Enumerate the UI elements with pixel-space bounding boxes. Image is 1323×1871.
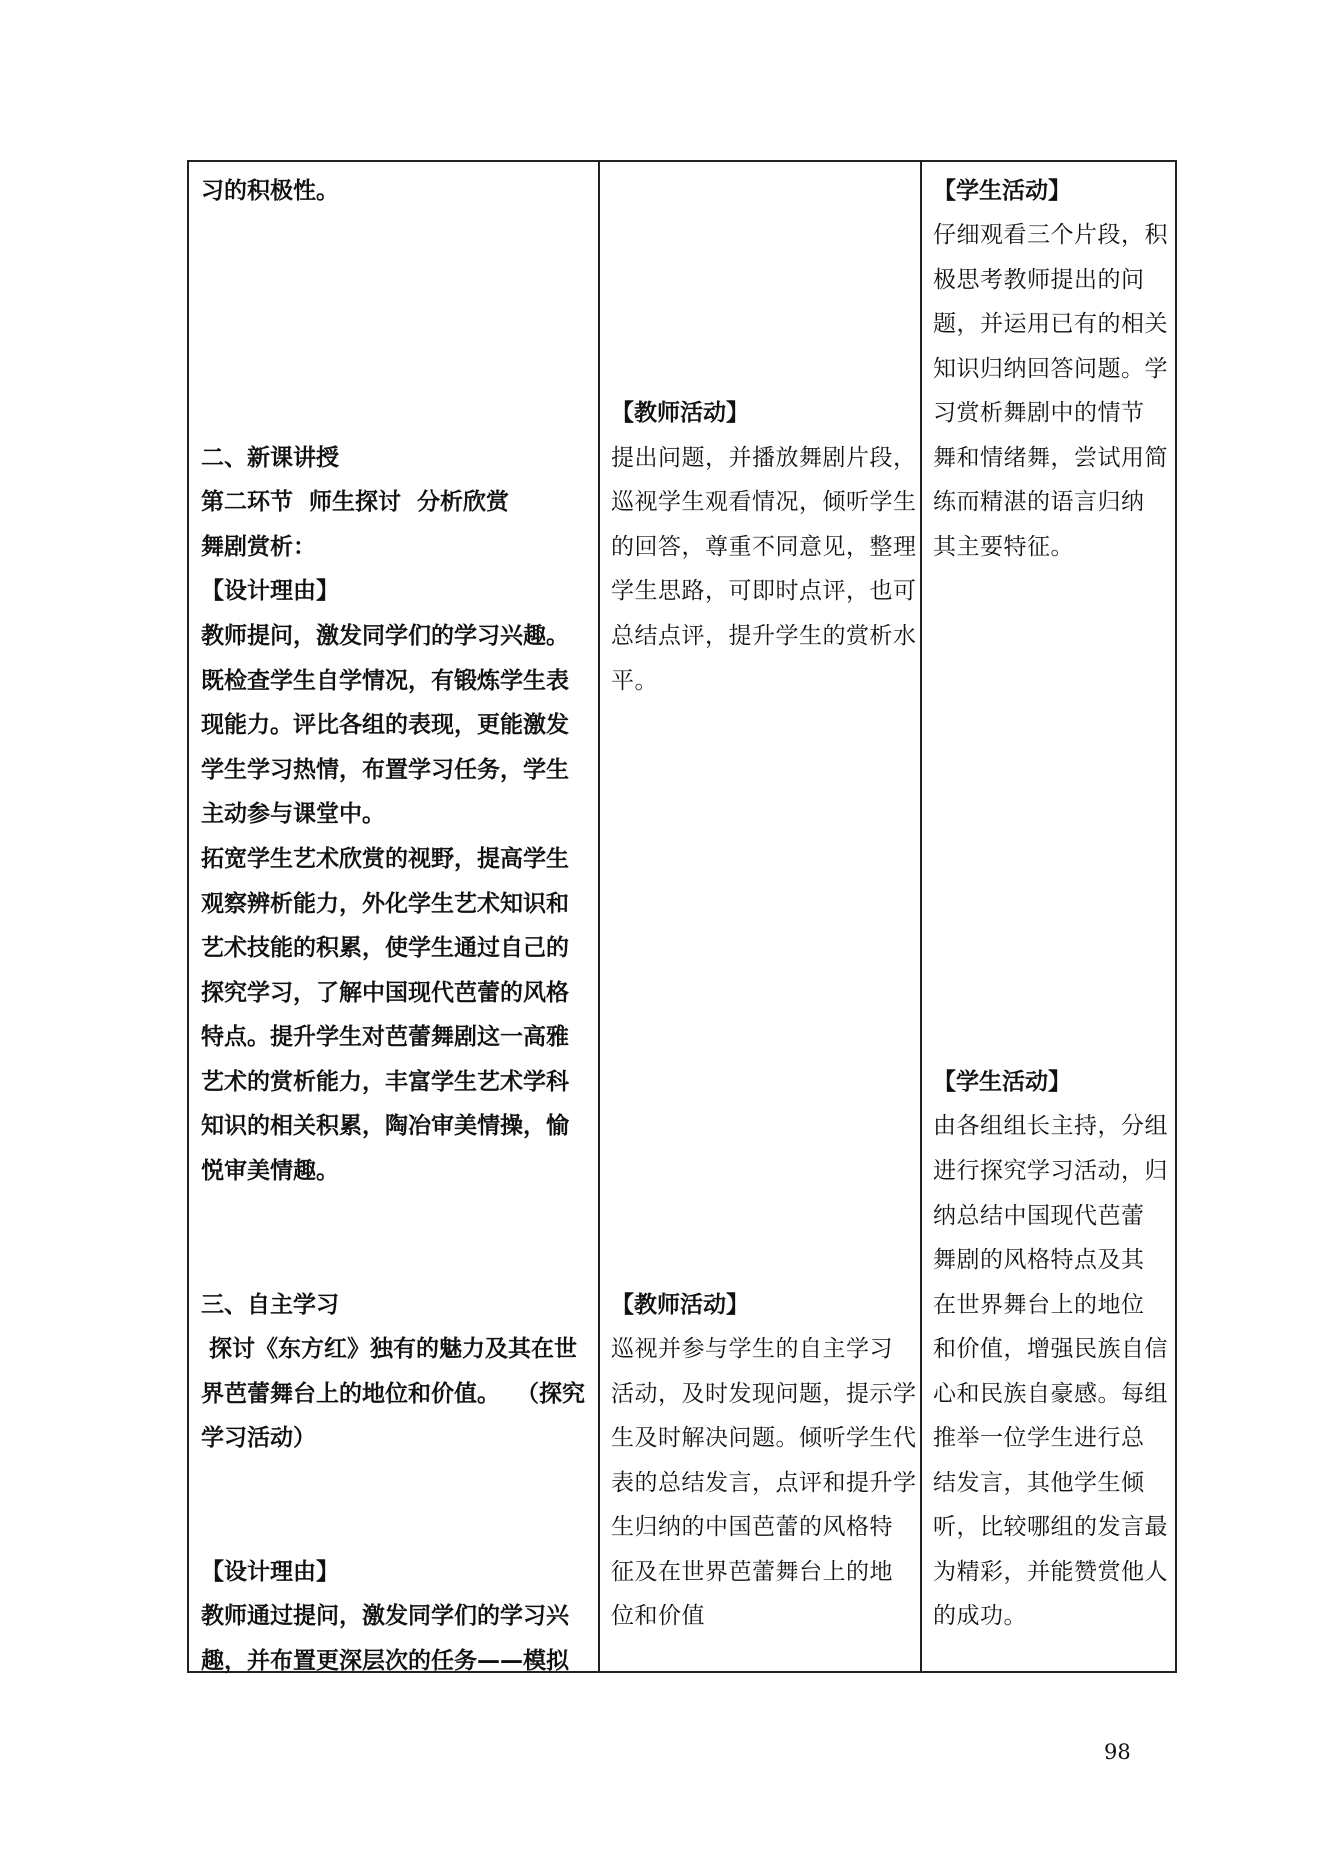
section-2-design-line: 艺术的赏析能力，丰富学生艺术学科 [201, 1069, 569, 1095]
student-activity-label: 【学生活动】 [933, 1069, 1071, 1095]
section-3-design-label: 【设计理由】 [201, 1559, 339, 1585]
teacher-activity-line: 提出问题，并播放舞剧片段， [611, 445, 917, 471]
teacher-activity-line: 表的总结发言，点评和提升学 [611, 1470, 917, 1496]
student-activity-line: 和价值，增强民族自信 [933, 1336, 1168, 1362]
teacher-activity-line: 平。 [611, 668, 658, 694]
teacher-activity-line: 学生思路，可即时点评，也可 [611, 578, 917, 604]
student-activity-line: 舞和情绪舞，尝试用简 [933, 445, 1168, 471]
section-2-design-line: 知识的相关积累，陶冶审美情操，愉 [201, 1113, 569, 1139]
student-activity-line: 结发言，其他学生倾 [933, 1470, 1145, 1496]
teacher-activity-label: 【教师活动】 [611, 1292, 749, 1318]
teacher-activity-line: 巡视学生观看情况，倾听学生 [611, 489, 917, 515]
teacher-activity-label: 【教师活动】 [611, 400, 749, 426]
student-activity-column [933, 162, 1169, 1671]
section-2-design-line: 观察辨析能力，外化学生艺术知识和 [201, 891, 569, 917]
student-activity-line: 进行探究学习活动，归 [933, 1158, 1168, 1184]
column-divider-1 [598, 162, 600, 1671]
section-2-design-line: 主动参与课堂中。 [201, 801, 385, 827]
student-activity-line: 听，比较哪组的发言最 [933, 1514, 1168, 1540]
section-3-title: 三、自主学习 [201, 1292, 339, 1318]
section-3-task-line: 界芭蕾舞台上的地位和价值。 （探究 [201, 1381, 586, 1407]
student-activity-line: 的成功。 [933, 1603, 1027, 1629]
section-2-subtitle: 第二环节 师生探讨 分析欣赏 [201, 489, 510, 515]
section-2-design-label: 【设计理由】 [201, 578, 339, 604]
student-activity-line: 为精彩，并能赞赏他人 [933, 1559, 1168, 1585]
teacher-activity-line: 巡视并参与学生的自主学习 [611, 1336, 893, 1362]
teacher-activity-line: 总结点评，提升学生的赏析水 [611, 623, 917, 649]
page-number: 98 [1104, 1740, 1131, 1764]
section-2-design-line: 教师提问，激发同学们的学习兴趣。 [201, 623, 569, 649]
section-2-design-line: 探究学习，了解中国现代芭蕾的风格 [201, 980, 569, 1006]
section-2-design-line: 学生学习热情，布置学习任务，学生 [201, 757, 569, 783]
section-3-design-line: 教师通过提问，激发同学们的学习兴 [201, 1603, 569, 1629]
section-2-topic: 舞剧赏析： [201, 534, 316, 560]
student-activity-line: 仔细观看三个片段，积 [933, 222, 1168, 248]
student-activity-line: 极思考教师提出的问 [933, 267, 1145, 293]
student-activity-label: 【学生活动】 [933, 178, 1071, 204]
student-activity-line: 知识归纳回答问题。学 [933, 356, 1168, 382]
intro-tail-text: 习的积极性。 [201, 178, 339, 204]
section-2-title: 二、新课讲授 [201, 445, 339, 471]
student-activity-line: 舞剧的风格特点及其 [933, 1247, 1145, 1273]
student-activity-line: 纳总结中国现代芭蕾 [933, 1203, 1145, 1229]
section-2-design-line: 特点。提升学生对芭蕾舞剧这一高雅 [201, 1024, 569, 1050]
teacher-activity-line: 位和价值 [611, 1603, 705, 1629]
teacher-activity-line: 的回答，尊重不同意见，整理 [611, 534, 917, 560]
lesson-plan-table [187, 160, 1177, 1673]
student-activity-line: 其主要特征。 [933, 534, 1074, 560]
teacher-activity-column [611, 162, 917, 1671]
section-2-design-line: 既检查学生自学情况，有锻炼学生表 [201, 668, 569, 694]
student-activity-line: 由各组组长主持，分组 [933, 1113, 1168, 1139]
section-2-design-line: 悦审美情趣。 [201, 1158, 339, 1184]
student-activity-line: 心和民族自豪感。每组 [933, 1381, 1168, 1407]
section-3-task-line: 学习活动） [201, 1425, 316, 1451]
teacher-activity-line: 征及在世界芭蕾舞台上的地 [611, 1559, 893, 1585]
student-activity-line: 题，并运用已有的相关 [933, 311, 1168, 337]
teacher-activity-line: 生及时解决问题。倾听学生代 [611, 1425, 917, 1451]
column-divider-2 [920, 162, 922, 1671]
student-activity-line: 习赏析舞剧中的情节 [933, 400, 1145, 426]
section-3-task-line: 探讨《东方红》独有的魅力及其在世 [201, 1336, 578, 1362]
teacher-activity-line: 活动，及时发现问题，提示学 [611, 1381, 917, 1407]
teacher-activity-line: 生归纳的中国芭蕾的风格特 [611, 1514, 893, 1540]
content-column [201, 162, 591, 1674]
student-activity-line: 推举一位学生进行总 [933, 1425, 1145, 1451]
section-2-design-line: 艺术技能的积累，使学生通过自己的 [201, 935, 569, 961]
student-activity-line: 在世界舞台上的地位 [933, 1292, 1145, 1318]
section-2-design-line: 拓宽学生艺术欣赏的视野，提高学生 [201, 846, 569, 872]
section-2-design-line: 现能力。评比各组的表现，更能激发 [201, 712, 569, 738]
student-activity-line: 练而精湛的语言归纳 [933, 489, 1145, 515]
section-3-design-line: 趣，并布置更深层次的任务——模拟 [201, 1648, 569, 1674]
